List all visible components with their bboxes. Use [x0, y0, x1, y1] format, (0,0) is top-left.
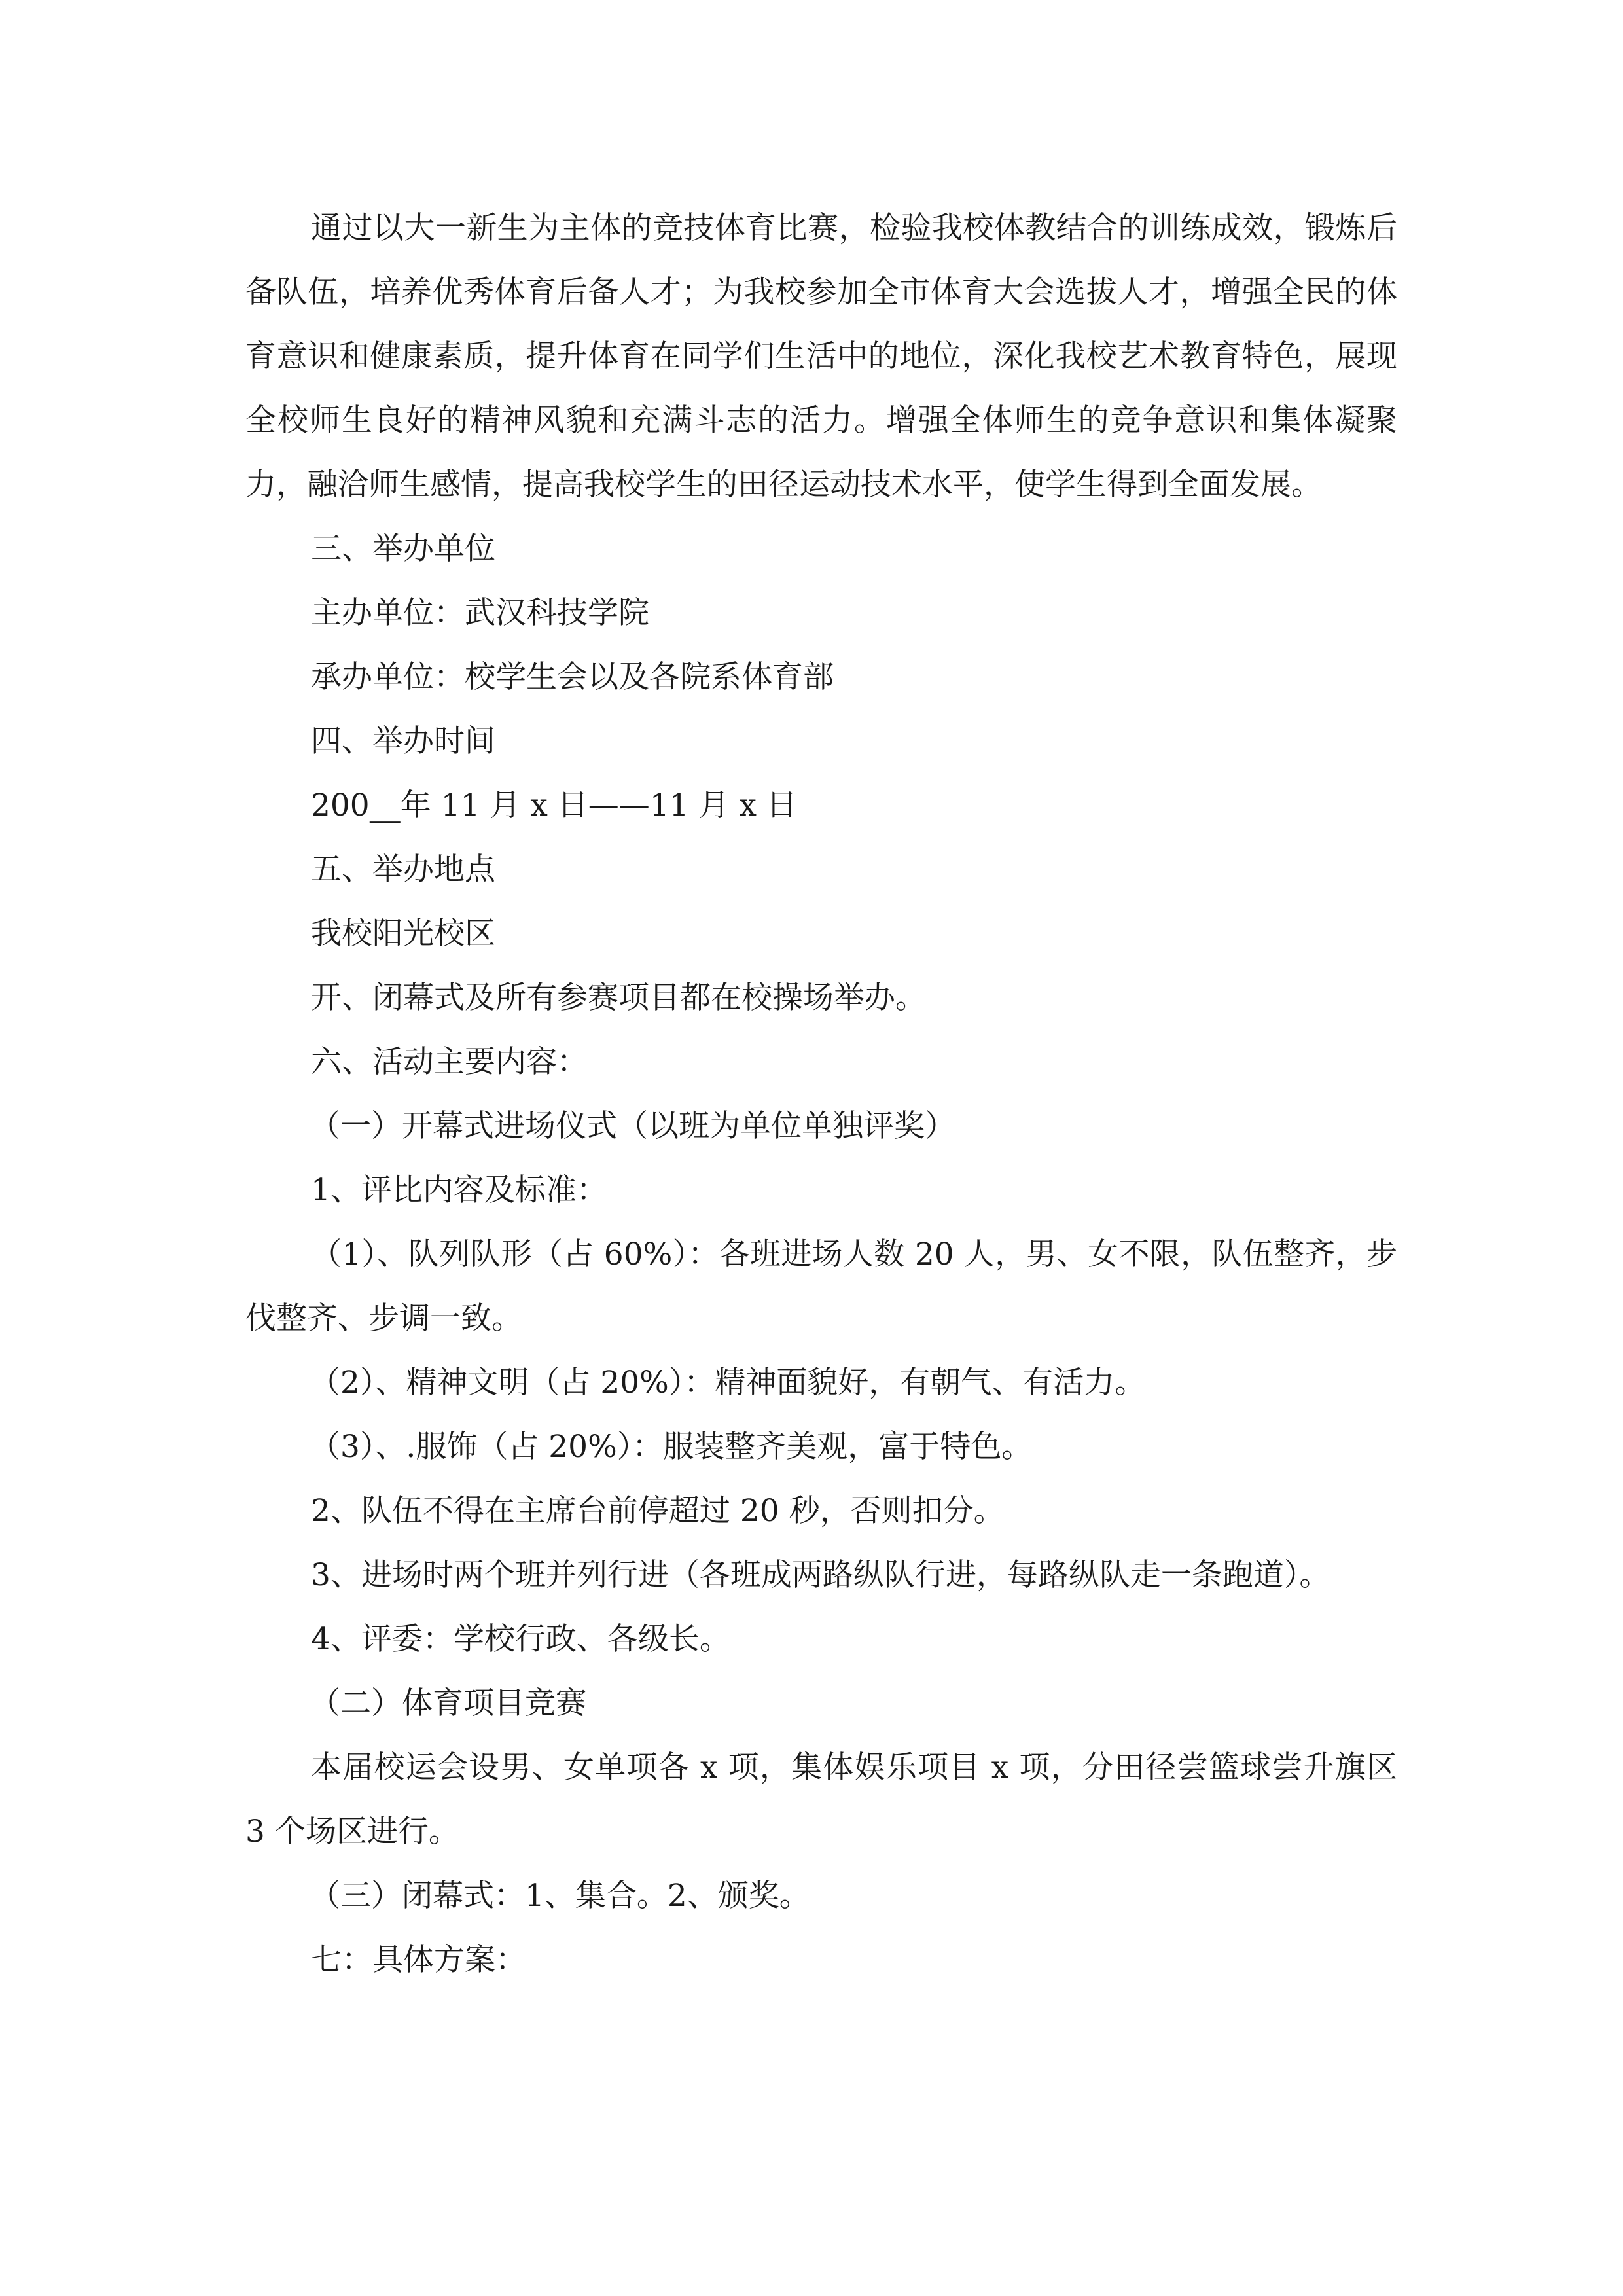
criteria-attire: （3）、.服饰（占 20%）：服装整齐美观，富于特色。: [310, 1429, 1033, 1465]
event-dates: 200__年 11 月 x 日——11 月 x 日: [311, 787, 797, 823]
section-heading-plan: 七：具体方案：: [311, 1942, 526, 1978]
section-heading-content: 六、活动主要内容：: [311, 1044, 588, 1080]
rule-march: 3、进场时两个班并列行进（各班成两路纵队行进，每路纵队走一条跑道）。: [311, 1557, 1330, 1593]
criteria-heading: 1、评比内容及标准：: [311, 1172, 607, 1208]
section-heading-venue: 五、举办地点: [311, 852, 495, 888]
criteria-spirit: （2）、精神文明（占 20%）：精神面貌好，有朝气、有活力。: [310, 1365, 1146, 1401]
venue-campus: 我校阳光校区: [311, 916, 495, 952]
subheading-opening-ceremony: （一）开幕式进场仪式（以班为单位单独评奖）: [310, 1108, 955, 1144]
venue-detail: 开、闭幕式及所有参赛项目都在校操场举办。: [311, 980, 926, 1016]
section-heading-organizers: 三、举办单位: [311, 531, 495, 567]
document-body: [245, 196, 1397, 1992]
subheading-sports-events: （二）体育项目竞赛: [310, 1685, 586, 1721]
events-paragraph: 本届校运会设男、女单项各 x 项，集体娱乐项目 x 项，分田径尝篮球尝升旗区 3 个场区进行。: [245, 1749, 1397, 1850]
organizing-unit: 承办单位：校学生会以及各院系体育部: [311, 659, 834, 695]
purpose-paragraph: 通过以大一新生为主体的竞技体育比赛，检验我校体教结合的训练成效，锻炼后备队伍，培养优秀体育后备人才；为我校参加全市体育大会选拔人才，增强全民的体育意识和健康素质，提升体育在同学们生活中的地位，深化我校艺术教育特色，展现全校师生良好的精神风貌和充满斗志的活力。增强全体师生的竞争意识和集体凝聚力，融洽师生感情，提高我校学生的田径运动技术水平，使学生得到全面发展。: [245, 210, 1397, 503]
criteria-formation: （1）、队列队形（占 60%）：各班进场人数 20 人，男、女不限，队伍整齐，步伐整齐、步调一致。: [245, 1236, 1397, 1336]
rule-judges: 4、评委：学校行政、各级长。: [311, 1621, 730, 1657]
host-unit: 主办单位：武汉科技学院: [311, 595, 649, 631]
subheading-closing-ceremony: （三）闭幕式：1、集合。2、颁奖。: [310, 1878, 810, 1914]
rule-stop-time: 2、队伍不得在主席台前停超过 20 秒，否则扣分。: [311, 1493, 1005, 1529]
section-heading-time: 四、举办时间: [311, 723, 495, 759]
